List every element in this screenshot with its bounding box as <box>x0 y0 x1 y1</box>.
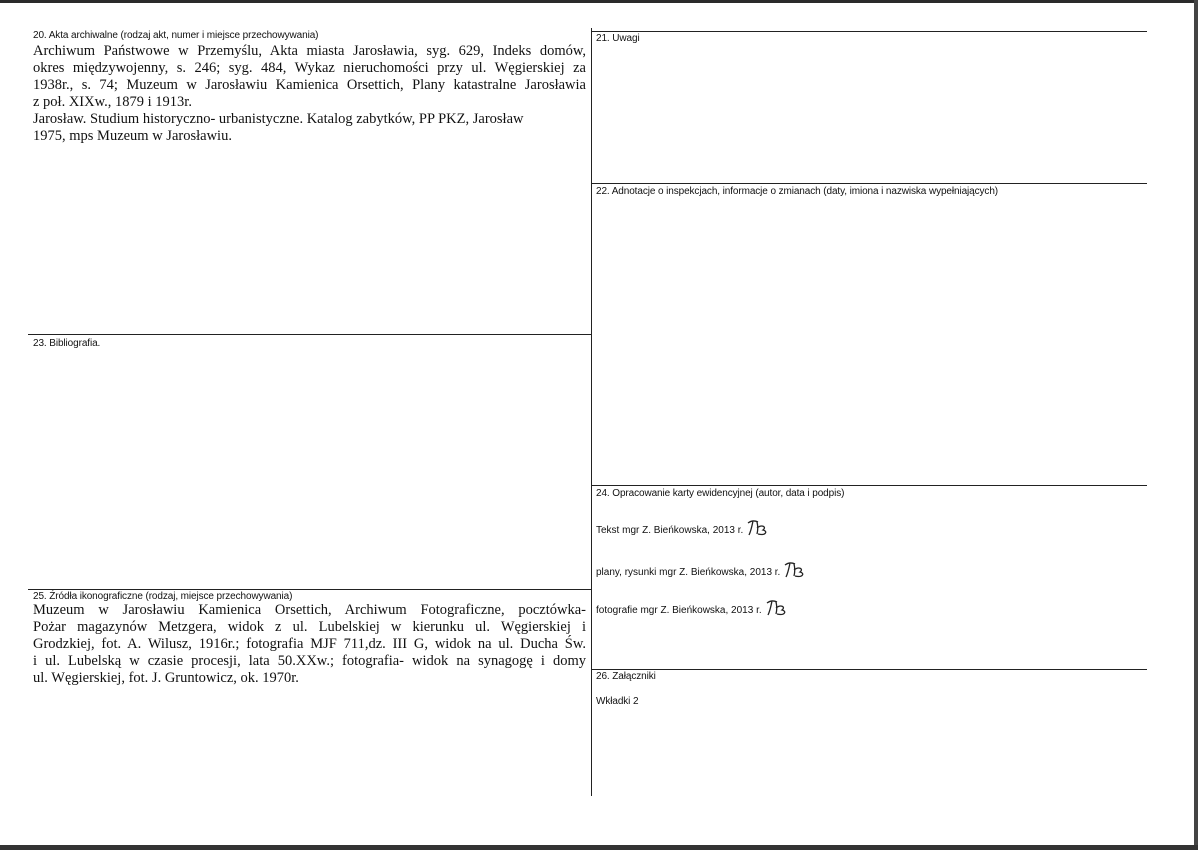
section-24-plans-entry <box>596 561 807 579</box>
section-23-label: 23. Bibliografia. <box>33 338 101 349</box>
section-22-label: 22. Adnotacje o inspekcjach, informacje o zmianach (daty, imiona i nazwiska wypełniających) <box>596 186 999 197</box>
section-24-label: 24. Opracowanie karty ewidencyjnej (autor, data i podpis) <box>596 488 845 499</box>
rule-section-22 <box>592 183 1147 184</box>
page-top-edge <box>0 0 1198 3</box>
section-25-label: 25. Źródła ikonograficzne (rodzaj, miejsce przechowywania) <box>33 591 293 602</box>
page-bottom-edge <box>0 845 1198 850</box>
section-26-label: 26. Załączniki <box>596 671 656 682</box>
section-20-line: Archiwum Państwowe w Przemyślu, Akta miasta Jarosławia, syg. 629, Indeks domów, <box>33 43 586 59</box>
section-24-entry-text: fotografie mgr Z. Bieńkowska, 2013 r. <box>596 605 762 616</box>
signature-initials <box>765 599 789 617</box>
section-20-line: 1938r., s. 74; Muzeum w Jarosławiu Kamienica Orsettich, Plany katastralne Jarosławia <box>33 77 586 93</box>
section-20-line: z poł. XIXw., 1879 i 1913r. <box>33 94 192 110</box>
section-20-line: 1975, mps Muzeum w Jarosławiu. <box>33 128 232 144</box>
section-24-text-entry <box>596 519 770 537</box>
section-25-text <box>33 602 586 687</box>
signature-initials <box>783 561 807 579</box>
section-24-entry-text: Tekst mgr Z. Bieńkowska, 2013 r. <box>596 525 744 536</box>
column-divider <box>591 28 592 796</box>
section-25-line: Pożar magazynów Metzgera, widok z ul. Lubelskiej w kierunku ul. Węgierskiej i <box>33 619 586 635</box>
rule-section-25 <box>28 589 592 590</box>
section-21-label: 21. Uwagi <box>596 33 640 44</box>
rule-section-26 <box>592 669 1147 670</box>
section-20-line: Jarosław. Studium historyczno- urbanistyczne. Katalog zabytków, PP PKZ, Jarosław <box>33 111 524 127</box>
section-25-line: ul. Węgierskiej, fot. J. Gruntowicz, ok. 1970r. <box>33 670 299 686</box>
section-25-line: i ul. Lubelską w czasie procesji, lata 50.XXw.; fotografia- widok na synagogę i domy <box>33 653 586 669</box>
section-20-label: 20. Akta archiwalne (rodzaj akt, numer i miejsce przechowywania) <box>33 30 319 41</box>
section-24-entry-text: plany, rysunki mgr Z. Bieńkowska, 2013 r. <box>596 567 781 578</box>
section-20-line: okres międzywojenny, s. 246; syg. 484, Wykaz nieruchomości przy ul. Węgierskiej za <box>33 60 586 76</box>
rule-section-23 <box>28 334 592 335</box>
section-25-line: Muzeum w Jarosławiu Kamienica Orsettich, Archiwum Fotograficzne, pocztówka- <box>33 602 586 618</box>
section-25-line: Grodzkiej, fot. A. Wilusz, 1916r.; fotografia MJF 711,dz. III G, widok na ul. Ducha Św. <box>33 636 586 652</box>
section-26-value: Wkładki 2 <box>596 696 639 707</box>
rule-top-right <box>592 31 1147 32</box>
section-20-text <box>33 43 586 145</box>
rule-section-24 <box>592 485 1147 486</box>
page-right-edge <box>1194 0 1198 850</box>
signature-initials <box>746 519 770 537</box>
section-24-photos-entry <box>596 599 789 617</box>
